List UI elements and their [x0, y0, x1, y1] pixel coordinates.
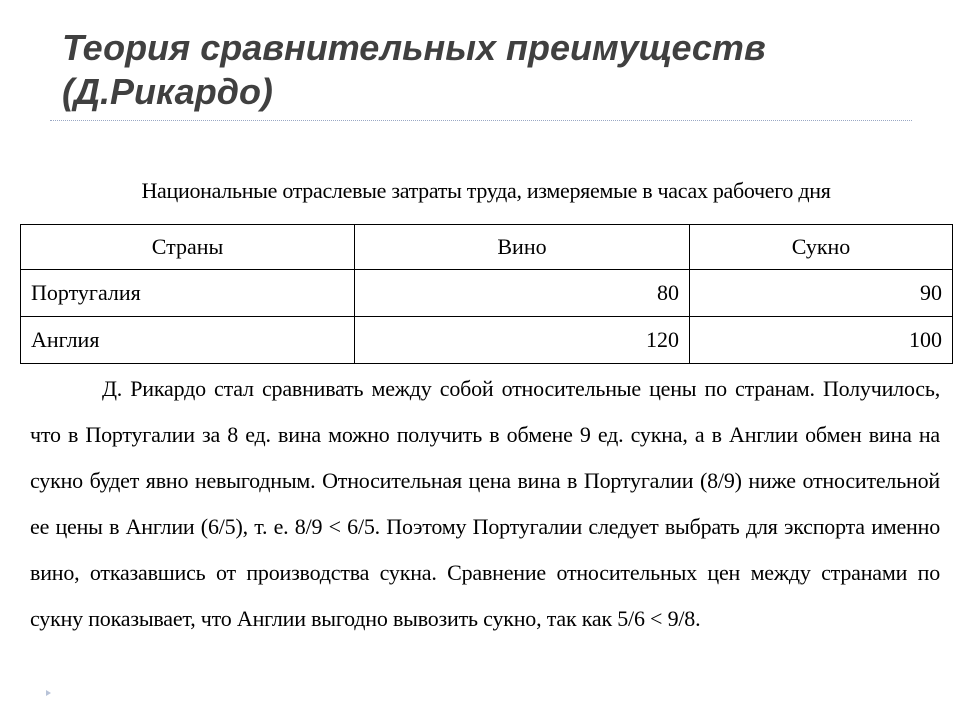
labor-costs-table — [20, 224, 953, 364]
country-cell: Англия — [21, 317, 355, 364]
wine-cell: 120 — [355, 317, 690, 364]
header-wine: Вино — [355, 225, 690, 270]
table-row — [21, 317, 953, 364]
slide-title — [62, 26, 922, 114]
wine-cell: 80 — [355, 270, 690, 317]
table-caption: Национальные отраслевые затраты труда, измеряемые в часах рабочего дня — [141, 178, 831, 203]
slide-title-line-1: Теория сравнительных преимуществ — [62, 27, 766, 68]
header-cloth: Сукно — [690, 225, 953, 270]
table-header-row — [21, 225, 953, 270]
table-row — [21, 270, 953, 317]
slide-title-line-2: (Д.Рикардо) — [62, 71, 273, 112]
cloth-cell: 100 — [690, 317, 953, 364]
header-countries: Страны — [21, 225, 355, 270]
slide-marker-icon — [46, 690, 51, 696]
cloth-cell: 90 — [690, 270, 953, 317]
title-divider — [50, 120, 912, 121]
country-cell: Португалия — [21, 270, 355, 317]
body-paragraph: Д. Рикардо стал сравнивать между собой относительные цены по странам. Получилось, что в Португалии за 8 ед. вина можно получить в обмене 9 ед. сукна, а в Англии обмен вина на сукно будет явно невыгодным. Относительная цена вина в Португалии (8/9) ниже относительной ее цены в Англии (6/5), т. е. 8/9 < 6/5. Поэтому Португалии следует выбрать для экспорта именно вино, отказавшись от производства сукна. Сравнение относительных цен между странами по сукну показывает, что Англии выгодно вывозить сукно, так как 5/6 < 9/8. — [30, 376, 940, 631]
